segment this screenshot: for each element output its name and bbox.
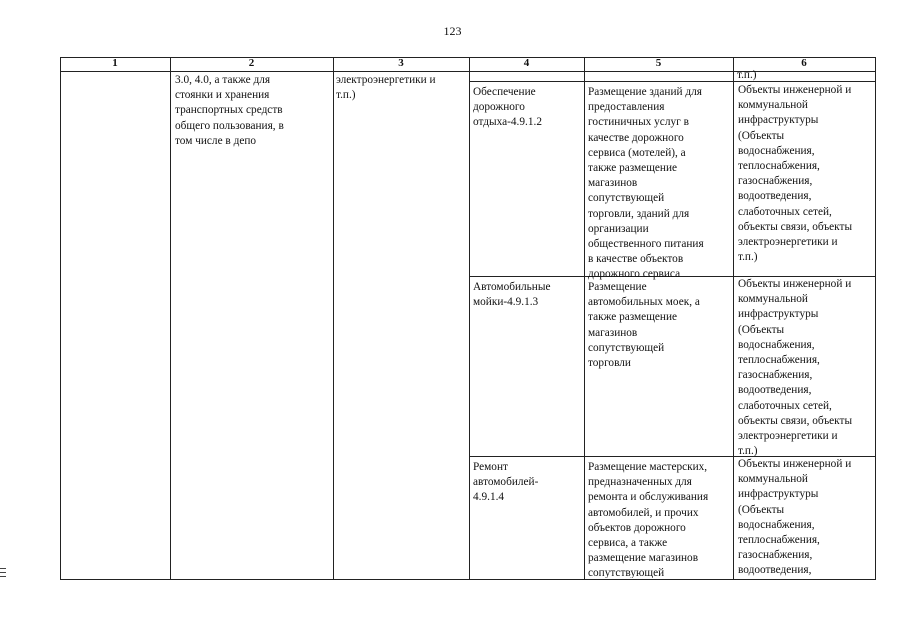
page-number: 123 xyxy=(443,24,462,38)
row0-col2-text: 3.0, 4.0, а также для стоянки и хранения транспортных средств общего пользования, в том числе в депо xyxy=(175,74,284,147)
header-col-2: 2 xyxy=(248,57,255,69)
table-bottom-border xyxy=(60,579,876,580)
row2-description: Размещение автомобильных моек, а также размещение магазинов сопутствующей торговли xyxy=(588,281,700,370)
row1-name: Обеспечение дорожного отдыха-4.9.1.2 xyxy=(473,86,542,129)
header-col-3: 3 xyxy=(398,57,404,69)
col-border-1-2 xyxy=(170,57,171,580)
row1-infrastructure: Объекты инженерной и коммунальной инфраструктуры (Объекты водоснабжения, теплоснабжения, газоснабжения, водоотведения, слаботочных сетей, объекты связи, объекты электроэнергетики и т.п.) xyxy=(738,84,853,264)
header-col-1: 1 xyxy=(112,57,118,69)
row1-description: Размещение зданий для предоставления гостиничных услуг в качестве дорожного сервиса (мотелей), а также размещение магазинов сопутствующей торговли, зданий для организации общественного питания в качестве объектов дорожного сервиса xyxy=(588,86,704,281)
col-border-2-3 xyxy=(333,57,334,580)
row2-name: Автомобильные мойки-4.9.1.3 xyxy=(473,281,551,309)
col-border-3-4 xyxy=(469,57,470,580)
row0-col6-text: т.п.) xyxy=(737,69,757,81)
row0-col3-text: электроэнергетики и т.п.) xyxy=(336,74,436,102)
header-col-6: 6 xyxy=(801,57,807,69)
row2-infrastructure: Объекты инженерной и коммунальной инфраструктуры (Объекты водоснабжения, теплоснабжения, газоснабжения, водоотведения, слаботочных сетей, объекты связи, объекты электроэнергетики и т.п.) xyxy=(738,278,853,458)
row3-infrastructure: Объекты инженерной и коммунальной инфраструктуры (Объекты водоснабжения, теплоснабжения, газоснабжения, водоотведения, xyxy=(738,458,852,577)
col-border-4-5 xyxy=(584,57,585,580)
row3-description: Размещение мастерских, предназначенных для ремонта и обслуживания автомобилей, и прочих объектов дорожного сервиса, а также размещение магазинов сопутствующей xyxy=(588,461,709,578)
header-col-5: 5 xyxy=(655,57,662,69)
header-col-4: 4 xyxy=(523,57,530,69)
col-border-left xyxy=(60,57,61,580)
col-border-right xyxy=(875,57,876,580)
row3-name: Ремонт автомобилей- 4.9.1.4 xyxy=(473,461,539,504)
col-border-5-6 xyxy=(733,57,734,580)
margin-scan-mark xyxy=(0,568,6,580)
